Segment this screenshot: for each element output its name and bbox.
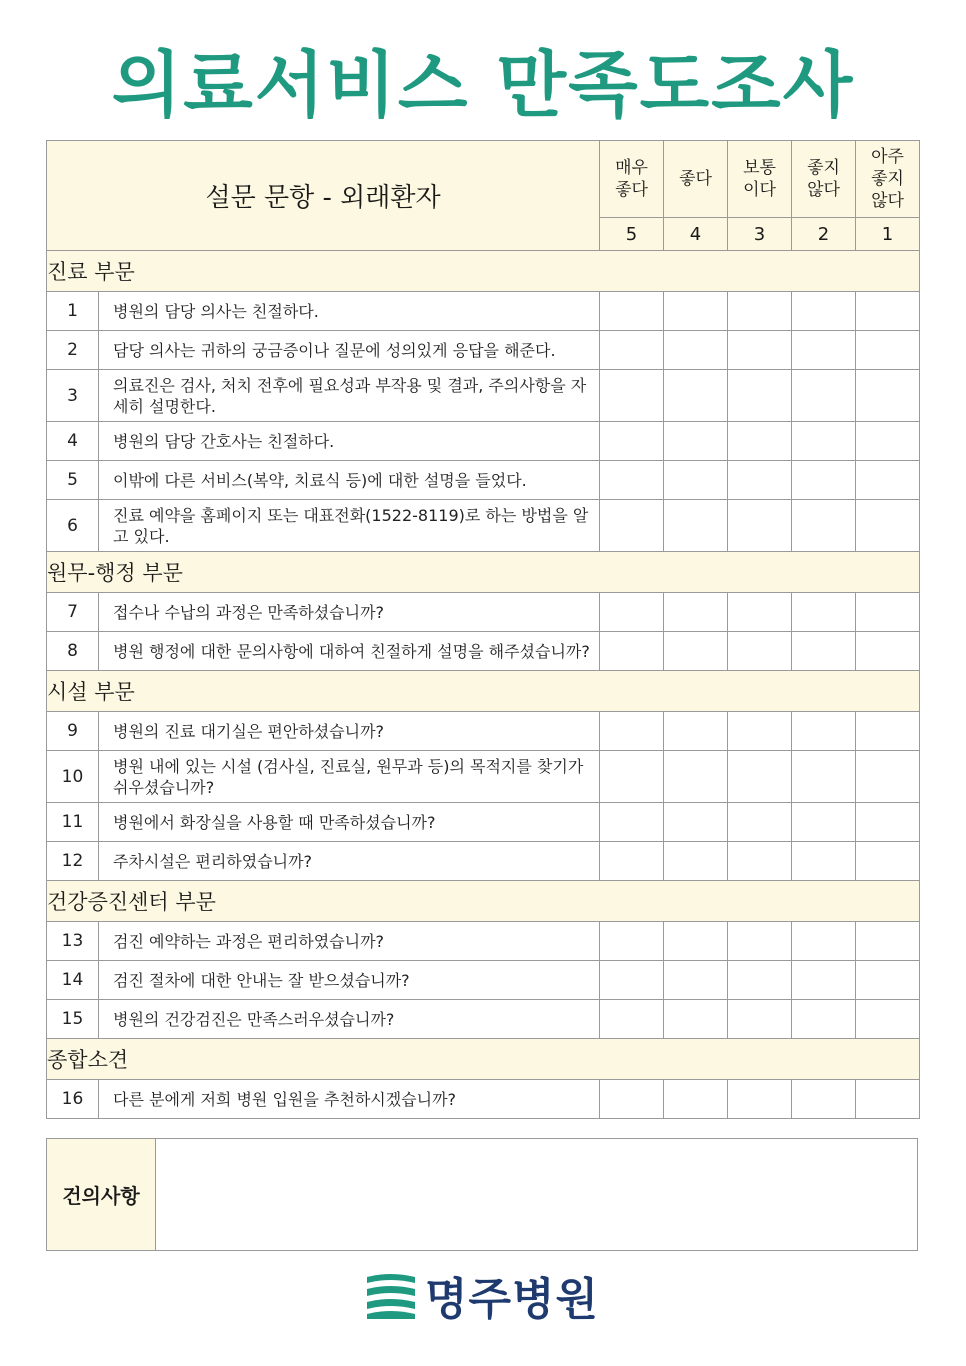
col-header-bad: 좋지 않다 xyxy=(792,141,856,218)
question-text: 담당 의사는 귀하의 궁금증이나 질문에 성의있게 응답을 해준다. xyxy=(99,331,600,370)
col-score-3: 3 xyxy=(728,218,792,251)
answer-cell-score-4[interactable] xyxy=(664,593,728,632)
col-score-2: 2 xyxy=(792,218,856,251)
question-row xyxy=(47,922,920,961)
question-row xyxy=(47,422,920,461)
col-score-1: 1 xyxy=(856,218,920,251)
answer-cell-score-4[interactable] xyxy=(664,500,728,552)
answer-cell-score-2[interactable] xyxy=(792,803,856,842)
answer-cell-score-3[interactable] xyxy=(728,751,792,803)
answer-cell-score-1[interactable] xyxy=(856,292,920,331)
answer-cell-score-1[interactable] xyxy=(856,461,920,500)
question-row xyxy=(47,593,920,632)
answer-cell-score-1[interactable] xyxy=(856,1080,920,1119)
answer-cell-score-1[interactable] xyxy=(856,712,920,751)
question-text: 이밖에 다른 서비스(복약, 치료식 등)에 대한 설명을 들었다. xyxy=(99,461,600,500)
answer-cell-score-3[interactable] xyxy=(728,370,792,422)
question-text: 다른 분에게 저희 병원 입원을 추천하시겠습니까? xyxy=(99,1080,600,1119)
answer-cell-score-2[interactable] xyxy=(792,292,856,331)
question-row xyxy=(47,461,920,500)
answer-cell-score-3[interactable] xyxy=(728,922,792,961)
question-number: 12 xyxy=(47,842,99,881)
answer-cell-score-2[interactable] xyxy=(792,751,856,803)
table-header-title: 설문 문항 - 외래환자 xyxy=(47,141,600,251)
answer-cell-score-2[interactable] xyxy=(792,961,856,1000)
question-number: 13 xyxy=(47,922,99,961)
answer-cell-score-4[interactable] xyxy=(664,632,728,671)
answer-cell-score-5[interactable] xyxy=(600,632,664,671)
answer-cell-score-2[interactable] xyxy=(792,500,856,552)
section-title: 시설 부문 xyxy=(47,671,920,712)
answer-cell-score-3[interactable] xyxy=(728,461,792,500)
question-number: 15 xyxy=(47,1000,99,1039)
question-number: 10 xyxy=(47,751,99,803)
section-title: 종합소견 xyxy=(47,1039,920,1080)
hospital-wave-logo-icon xyxy=(365,1269,417,1321)
answer-cell-score-5[interactable] xyxy=(600,751,664,803)
answer-cell-score-1[interactable] xyxy=(856,922,920,961)
answer-cell-score-2[interactable] xyxy=(792,632,856,671)
answer-cell-score-5[interactable] xyxy=(600,842,664,881)
answer-cell-score-3[interactable] xyxy=(728,500,792,552)
answer-cell-score-3[interactable] xyxy=(728,331,792,370)
question-text: 병원의 담당 의사는 친절하다. xyxy=(99,292,600,331)
answer-cell-score-5[interactable] xyxy=(600,500,664,552)
question-text: 병원의 건강검진은 만족스러우셨습니까? xyxy=(99,1000,600,1039)
answer-cell-score-3[interactable] xyxy=(728,842,792,881)
hospital-name: 명주병원 xyxy=(425,1274,600,1325)
answer-cell-score-5[interactable] xyxy=(600,422,664,461)
question-number: 9 xyxy=(47,712,99,751)
section-header xyxy=(47,552,920,593)
answer-cell-score-3[interactable] xyxy=(728,593,792,632)
answer-cell-score-4[interactable] xyxy=(664,422,728,461)
section-header xyxy=(47,251,920,292)
answer-cell-score-4[interactable] xyxy=(664,1000,728,1039)
answer-cell-score-1[interactable] xyxy=(856,370,920,422)
hospital-logo xyxy=(365,1265,599,1325)
answer-cell-score-1[interactable] xyxy=(856,751,920,803)
answer-cell-score-4[interactable] xyxy=(664,751,728,803)
answer-cell-score-5[interactable] xyxy=(600,961,664,1000)
question-text: 병원 행정에 대한 문의사항에 대하여 친절하게 설명을 해주셨습니까? xyxy=(99,632,600,671)
answer-cell-score-5[interactable] xyxy=(600,1080,664,1119)
col-score-5: 5 xyxy=(600,218,664,251)
section-header xyxy=(47,1039,920,1080)
question-row xyxy=(47,500,920,552)
question-row xyxy=(47,1000,920,1039)
answer-cell-score-5[interactable] xyxy=(600,331,664,370)
answer-cell-score-1[interactable] xyxy=(856,422,920,461)
survey-table xyxy=(46,140,920,1119)
answer-cell-score-4[interactable] xyxy=(664,331,728,370)
question-number: 1 xyxy=(47,292,99,331)
answer-cell-score-4[interactable] xyxy=(664,1080,728,1119)
question-number: 3 xyxy=(47,370,99,422)
question-text: 의료진은 검사, 처치 전후에 필요성과 부작용 및 결과, 주의사항을 자세히 설명한다. xyxy=(99,370,600,422)
section-title: 건강증진센터 부문 xyxy=(47,881,920,922)
answer-cell-score-4[interactable] xyxy=(664,370,728,422)
answer-cell-score-4[interactable] xyxy=(664,961,728,1000)
answer-cell-score-2[interactable] xyxy=(792,712,856,751)
question-number: 7 xyxy=(47,593,99,632)
answer-cell-score-3[interactable] xyxy=(728,1000,792,1039)
answer-cell-score-2[interactable] xyxy=(792,422,856,461)
answer-cell-score-2[interactable] xyxy=(792,593,856,632)
answer-cell-score-5[interactable] xyxy=(600,593,664,632)
question-text: 병원에서 화장실을 사용할 때 만족하셨습니까? xyxy=(99,803,600,842)
question-row xyxy=(47,961,920,1000)
answer-cell-score-1[interactable] xyxy=(856,593,920,632)
suggestions-box xyxy=(46,1138,918,1251)
answer-cell-score-5[interactable] xyxy=(600,370,664,422)
answer-cell-score-2[interactable] xyxy=(792,842,856,881)
answer-cell-score-1[interactable] xyxy=(856,961,920,1000)
answer-cell-score-1[interactable] xyxy=(856,632,920,671)
answer-cell-score-3[interactable] xyxy=(728,803,792,842)
answer-cell-score-2[interactable] xyxy=(792,1000,856,1039)
question-row xyxy=(47,842,920,881)
answer-cell-score-4[interactable] xyxy=(664,922,728,961)
answer-cell-score-2[interactable] xyxy=(792,370,856,422)
section-title: 원무-행정 부문 xyxy=(47,552,920,593)
answer-cell-score-1[interactable] xyxy=(856,500,920,552)
answer-cell-score-1[interactable] xyxy=(856,842,920,881)
answer-cell-score-3[interactable] xyxy=(728,961,792,1000)
answer-cell-score-2[interactable] xyxy=(792,922,856,961)
question-text: 진료 예약을 홈페이지 또는 대표전화(1522-8119)로 하는 방법을 알고 있다. xyxy=(99,500,600,552)
question-number: 5 xyxy=(47,461,99,500)
col-header-average: 보통 이다 xyxy=(728,141,792,218)
answer-cell-score-5[interactable] xyxy=(600,461,664,500)
answer-cell-score-5[interactable] xyxy=(600,1000,664,1039)
question-row xyxy=(47,370,920,422)
question-number: 2 xyxy=(47,331,99,370)
question-number: 11 xyxy=(47,803,99,842)
question-row xyxy=(47,632,920,671)
question-text: 검진 절차에 대한 안내는 잘 받으셨습니까? xyxy=(99,961,600,1000)
answer-cell-score-1[interactable] xyxy=(856,1000,920,1039)
question-text: 병원의 진료 대기실은 편안하셨습니까? xyxy=(99,712,600,751)
question-row xyxy=(47,751,920,803)
answer-cell-score-3[interactable] xyxy=(728,632,792,671)
page-title: 의료서비스 만족도조사 xyxy=(111,43,855,127)
answer-cell-score-2[interactable] xyxy=(792,331,856,370)
answer-cell-score-3[interactable] xyxy=(728,292,792,331)
question-row xyxy=(47,292,920,331)
section-header xyxy=(47,881,920,922)
answer-cell-score-1[interactable] xyxy=(856,331,920,370)
question-number: 6 xyxy=(47,500,99,552)
answer-cell-score-3[interactable] xyxy=(728,712,792,751)
question-number: 4 xyxy=(47,422,99,461)
col-header-good: 좋다 xyxy=(664,141,728,218)
question-text: 접수나 수납의 과정은 만족하셨습니까? xyxy=(99,593,600,632)
question-text: 검진 예약하는 과정은 편리하였습니까? xyxy=(99,922,600,961)
question-text: 주차시설은 편리하였습니까? xyxy=(99,842,600,881)
answer-cell-score-5[interactable] xyxy=(600,803,664,842)
answer-cell-score-3[interactable] xyxy=(728,1080,792,1119)
answer-cell-score-2[interactable] xyxy=(792,1080,856,1119)
question-row xyxy=(47,331,920,370)
question-text: 병원 내에 있는 시설 (검사실, 진료실, 원무과 등)의 목적지를 찾기가 쉬우셨습니까? xyxy=(99,751,600,803)
question-row xyxy=(47,1080,920,1119)
question-row xyxy=(47,803,920,842)
answer-cell-score-4[interactable] xyxy=(664,712,728,751)
question-number: 16 xyxy=(47,1080,99,1119)
answer-cell-score-4[interactable] xyxy=(664,842,728,881)
answer-cell-score-5[interactable] xyxy=(600,292,664,331)
answer-cell-score-4[interactable] xyxy=(664,292,728,331)
section-title: 진료 부문 xyxy=(47,251,920,292)
question-number: 14 xyxy=(47,961,99,1000)
answer-cell-score-4[interactable] xyxy=(664,461,728,500)
col-header-very-bad: 아주 좋지 않다 xyxy=(856,141,920,218)
answer-cell-score-5[interactable] xyxy=(600,712,664,751)
question-text: 병원의 담당 간호사는 친절하다. xyxy=(99,422,600,461)
answer-cell-score-2[interactable] xyxy=(792,461,856,500)
col-header-very-good: 매우 좋다 xyxy=(600,141,664,218)
question-row xyxy=(47,712,920,751)
answer-cell-score-1[interactable] xyxy=(856,803,920,842)
suggestions-input-area[interactable] xyxy=(156,1139,917,1250)
col-score-4: 4 xyxy=(664,218,728,251)
section-header xyxy=(47,671,920,712)
question-number: 8 xyxy=(47,632,99,671)
answer-cell-score-3[interactable] xyxy=(728,422,792,461)
suggestions-label: 건의사항 xyxy=(47,1139,156,1250)
answer-cell-score-5[interactable] xyxy=(600,922,664,961)
answer-cell-score-4[interactable] xyxy=(664,803,728,842)
